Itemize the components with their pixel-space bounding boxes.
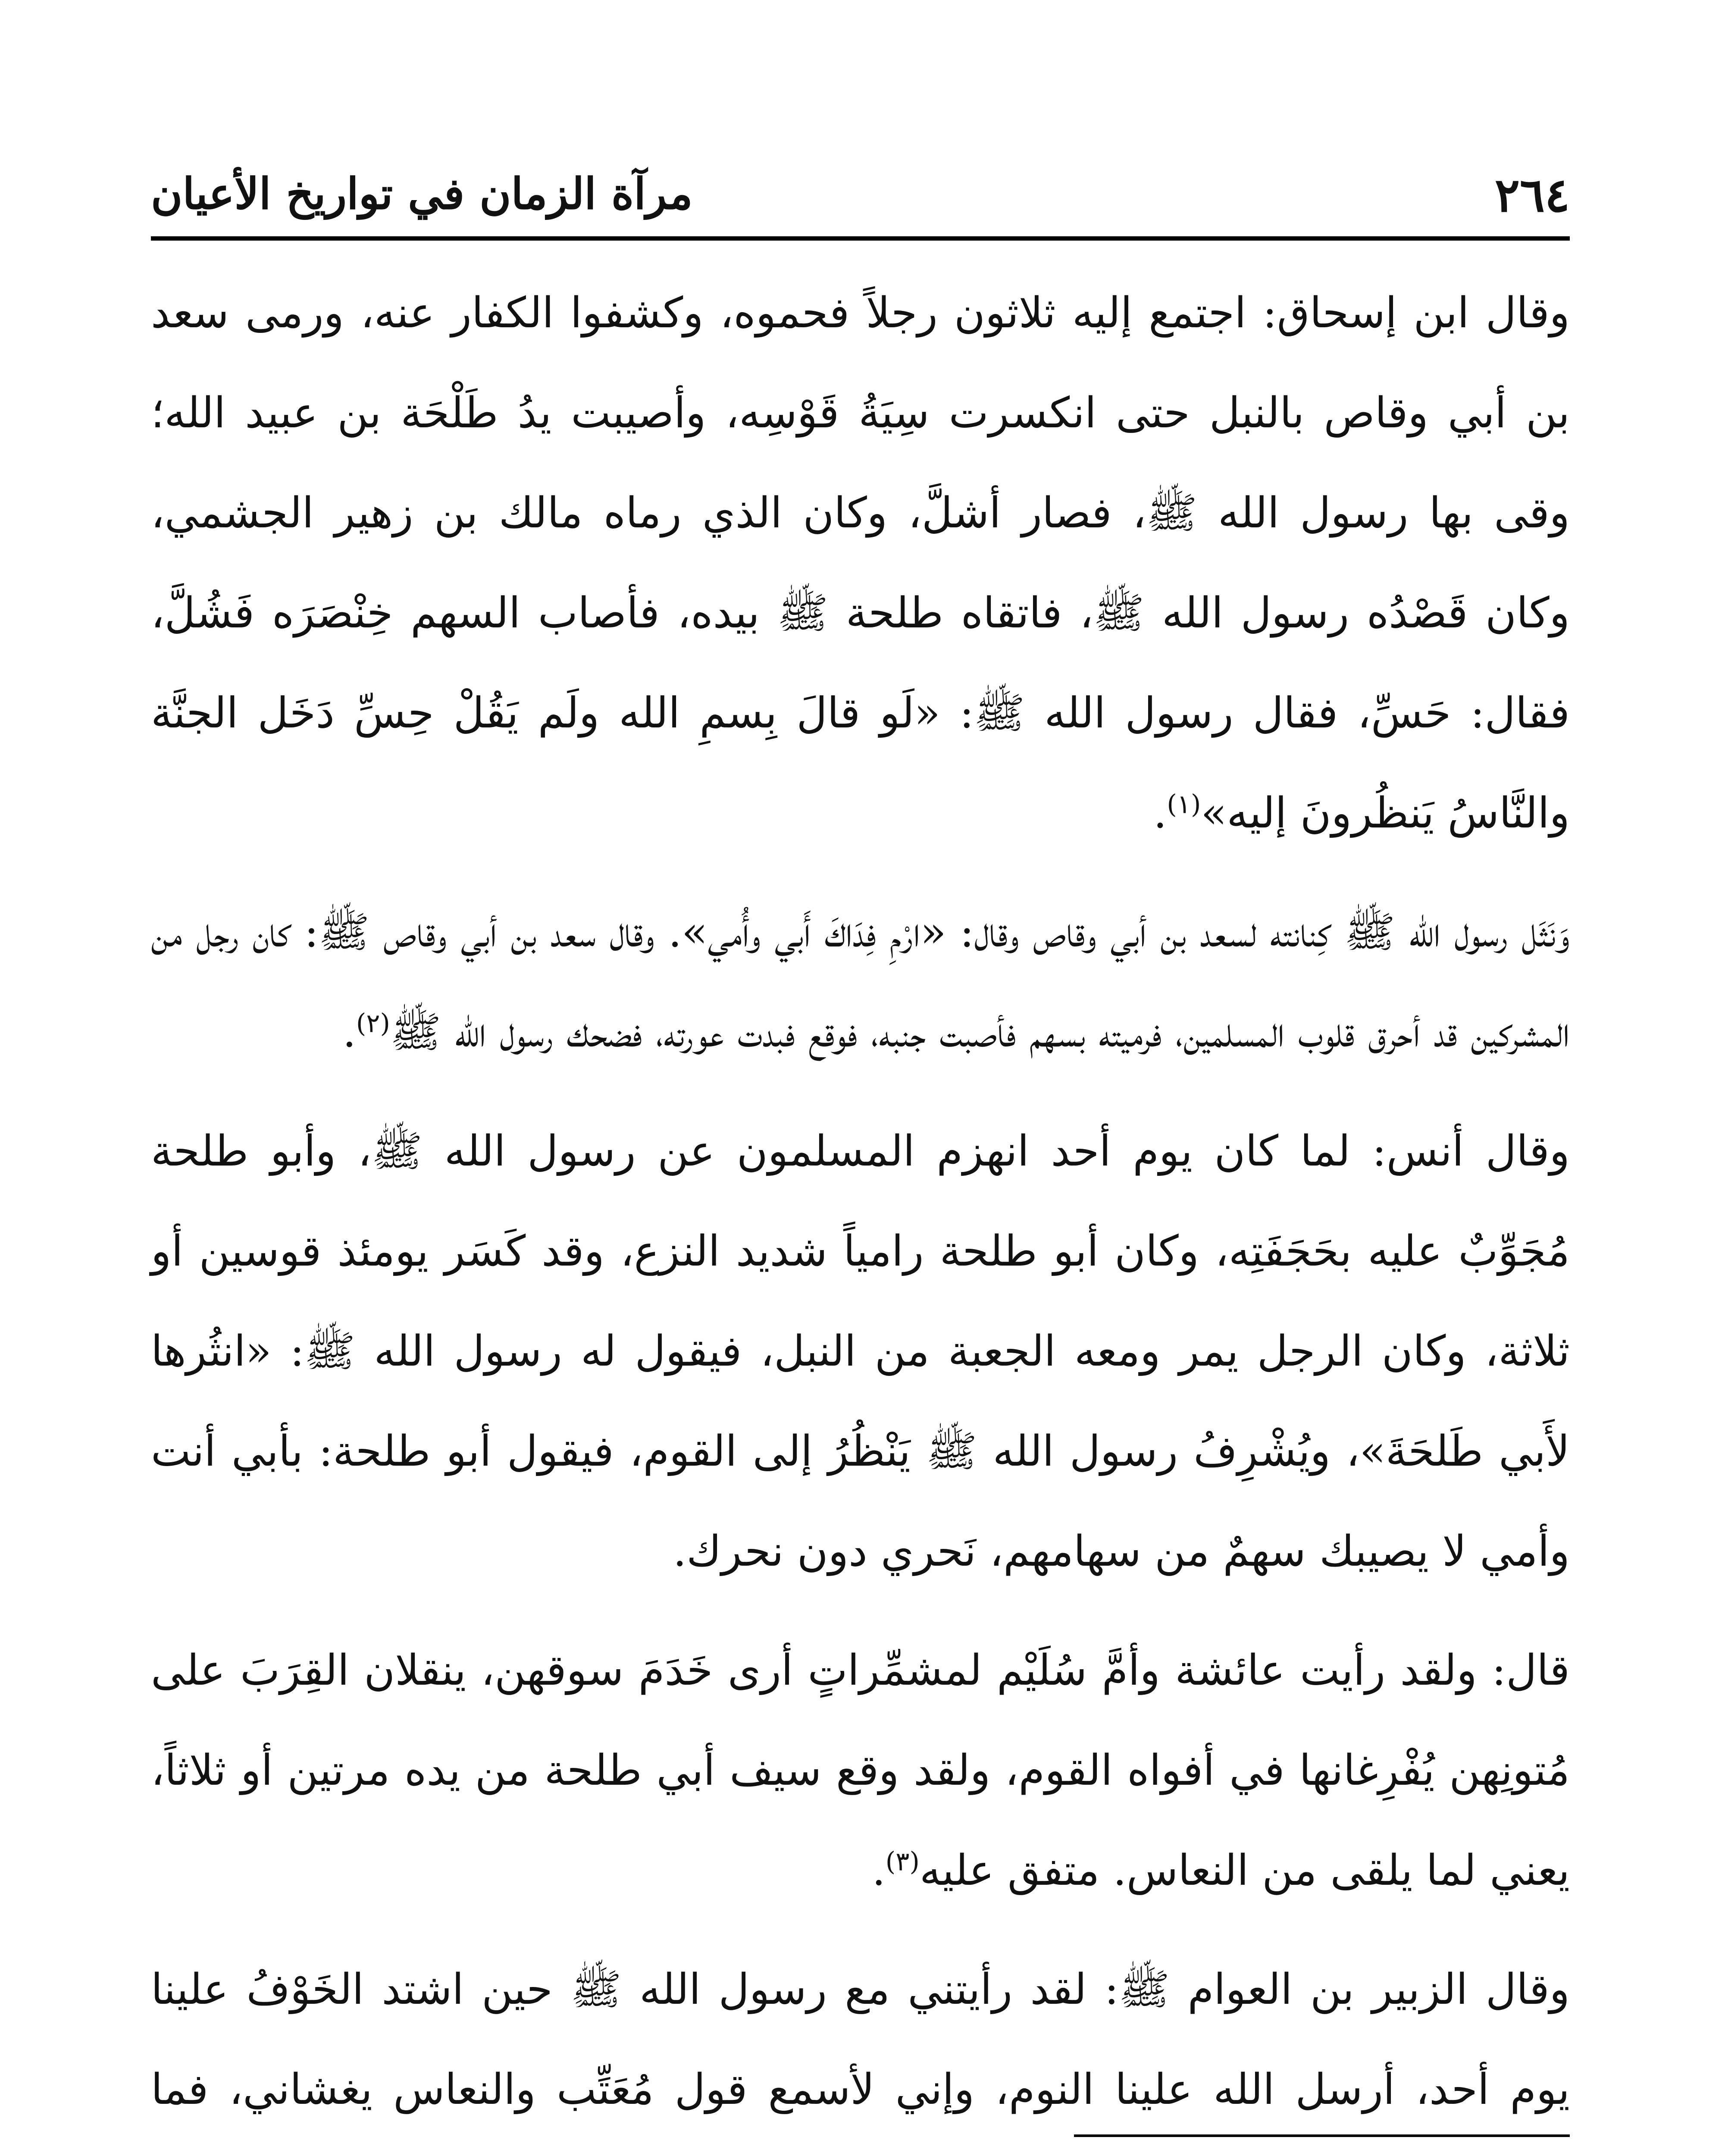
paragraph-5	[151, 1940, 1570, 2156]
paragraph-text: قال: ولقد رأيت عائشة وأمَّ سُلَيْم لمشمِّراتٍ أرى خَدَمَ سوقهن، ينقلان القِرَبَ على مُتونِهن يُفْرِغانها في أفواه القوم، ولقد وقع سيف أبي طلحة من يده مرتين أو ثلاثاً، يعني لما يلقى من النعاس. متفق عليه	[151, 1646, 1570, 1895]
paragraph-text: وقال الزبير بن العوام ﷺ: لقد رأيتني مع رسول الله ﷺ حين اشتد الخَوْفُ علينا يوم أحد، أرسل الله علينا النوم، وإني لأسمع قول مُعَتِّب والنعاس يغشاني، فما	[151, 1965, 1570, 2114]
book-title: مرآة الزمان في تواريخ الأعيان	[151, 168, 693, 219]
paragraph-1	[151, 263, 1570, 863]
footnote-divider	[1074, 2134, 1570, 2137]
footnote-marker[interactable]: (٣)	[885, 1846, 920, 1877]
paragraph-text: وقال أنس: لما كان يوم أحد انهزم المسلمون عن رسول الله ﷺ، وأبو طلحة مُجَوِّبٌ عليه بحَجَفَتِه، وكان أبو طلحة رامياً شديد النزع، وقد كَسَر يومئذ قوسين أو ثلاثة، وكان الرجل يمر ومعه الجعبة من النبل، فيقول له رسول الله ﷺ: «انثُرها لأَبي طَلحَةَ»، ويُشْرِفُ رسول الله ﷺ يَنْظُرُ إلى القوم، فيقول أبو طلحة: بأبي أنت وأمي لا يصيبك سهمٌ من سهامهم، نَحري دون نحرك.	[151, 1127, 1570, 1576]
paragraph-text: وقال ابن إسحاق: اجتمع إليه ثلاثون رجلاً فحموه، وكشفوا الكفار عنه، ورمى سعد بن أبي وقاص بالنبل حتى انكسرت سِيَةُ قَوْسِه، وأصيبت يدُ طَلْحَة بن عبيد الله؛ وقى بها رسول الله ﷺ، فصار أشلَّ، وكان الذي رماه مالك بن زهير الجشمي، وكان قَصْدُه رسول الله ﷺ، فاتقاه طلحة ﷺ بيده، فأصاب السهم خِنْصَرَه فَشُلَّ، فقال: حَسِّ، فقال رسول الله ﷺ: «لَو قالَ بِسمِ الله ولَم يَقُلْ حِسِّ دَخَل الجنَّة والنَّاسُ يَنظُرونَ إليه»	[151, 288, 1570, 838]
footnote-marker[interactable]: (١)	[1167, 789, 1201, 820]
footnote-marker[interactable]: (٢)	[356, 1008, 390, 1039]
page-number: ٢٦٤	[1494, 168, 1570, 222]
header-divider	[151, 236, 1570, 241]
paragraph-text: وَنَثَل رسول الله ﷺ كِنانته لسعد بن أبي وقاص وقال: «ارْمِ فِدَاكَ أَبي وأُمي». وقال سعد بن أبي وقاص ﷺ: كان رجل من المشركين قد أحرق قلوب المسلمين، فرميته بسهم فأصبت جنبه، فوقع فبدت عورته، فضحك رسول الله ﷺ	[151, 908, 1570, 1057]
paragraph-3	[151, 1101, 1570, 1601]
main-text	[151, 263, 1570, 2156]
footnotes	[151, 2152, 1570, 2156]
paragraph-2	[151, 882, 1570, 1082]
footnote-1	[151, 2152, 1570, 2156]
page-header	[151, 155, 1570, 233]
paragraph-end: .	[342, 1008, 356, 1057]
paragraph-end: .	[872, 1846, 886, 1895]
paragraph-4	[151, 1620, 1570, 1921]
paragraph-end: .	[1153, 789, 1167, 838]
